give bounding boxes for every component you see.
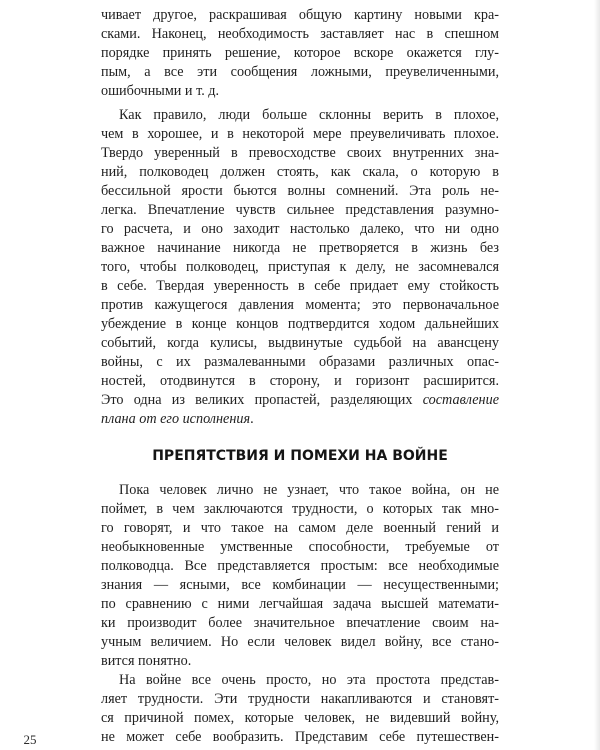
- page-edge-shadow: [594, 0, 600, 750]
- text-line: Твердо уверенный в превосходстве своих внутренних зна-: [101, 145, 499, 161]
- text-line: важное начинание никогда не претворяется в жизнь без: [101, 240, 499, 256]
- text-line: вится понятно.: [101, 653, 192, 669]
- text-line: ний, полководец должен стоять, как скала, о которую в: [101, 164, 499, 180]
- text-line: того, чтобы полководец, приступая к делу, не засомневался: [101, 259, 499, 275]
- text-line: бессильной ярости бьются волны сомнений. Эта роль не-: [101, 183, 499, 199]
- text-line: не может себе вообразить. Представим себе путешествен-: [101, 729, 499, 745]
- text-line: полководца. Все представляется простым: все необходимые: [101, 558, 499, 574]
- italic-emphasis: составление: [422, 392, 499, 408]
- text-line: убеждение в конце концов подтвердится ходом дальнейших: [101, 316, 499, 332]
- page-number: 25: [23, 732, 37, 747]
- text-line: знания — ясными, все комбинации — несущественными;: [101, 577, 499, 593]
- section-heading: ПРЕПЯТСТВИЯ И ПОМЕХИ НА ВОЙНЕ: [152, 448, 448, 464]
- text-line: учным величием. Но если человек видел войну, все стано-: [101, 634, 499, 650]
- text-line: го расчета, и оно заходит настолько далеко, что ни одно: [101, 221, 499, 237]
- text-line: Пока человек лично не узнает, что такое война, он не: [119, 482, 499, 498]
- text-line: ся причиной помех, которые человек, не видевший войну,: [101, 710, 499, 726]
- text-line: ошибочными и т. д.: [101, 83, 220, 99]
- text-line: легка. Впечатление чувств сильнее представления разумно-: [101, 202, 499, 218]
- text-line: пым, а все эти сообщения ложными, преувеличенными,: [101, 64, 499, 80]
- text-line: по сравнению с ними легчайшая задача высшей математи-: [101, 596, 499, 612]
- text-line: На войне все очень просто, но эта простота представ-: [119, 672, 499, 688]
- text-line: ностей, отодвинутся в сторону, и горизонт расширится.: [101, 373, 499, 389]
- text-line: чем в хорошее, и в некоторой мере преувеличивать плохое.: [101, 126, 499, 142]
- text-line: против кажущегося давления момента; это первоначальное: [101, 297, 499, 313]
- italic-emphasis: плана от его исполнения: [101, 411, 251, 427]
- text-line: [101, 410, 499, 429]
- text-line: ляет трудности. Эти трудности накапливаются и становят-: [101, 691, 499, 707]
- text-line: войны, с их размалеванными образами различных опас-: [101, 354, 499, 370]
- text-line: порядке принять решение, которое вскоре окажется глу-: [101, 45, 499, 61]
- text-line: необыкновенные умственные способности, требуемые от: [101, 539, 499, 555]
- text-line: Как правило, люди больше склонны верить в плохое,: [119, 107, 499, 123]
- text-line: поймет, в чем заключаются трудности, о которых так мно-: [101, 501, 499, 517]
- text-line: событий, когда кулисы, выдвинутые судьбой на авансцену: [101, 335, 499, 351]
- text-line: [101, 391, 499, 410]
- text-fragment: .: [250, 411, 254, 427]
- text-line: в себе. Твердая уверенность в себе придает ему стойкость: [101, 278, 499, 294]
- text-line: го говорят, и что такое на самом деле военный гений и: [101, 520, 499, 536]
- text-line: ки производит более значительное впечатление своим на-: [101, 615, 499, 631]
- text-line: сками. Наконец, необходимость заставляет нас в спешном: [101, 26, 499, 42]
- text-fragment: Это одна из великих пропастей, разделяющих: [101, 392, 423, 408]
- text-line: чивает другое, раскрашивая общую картину новыми кра-: [101, 7, 499, 23]
